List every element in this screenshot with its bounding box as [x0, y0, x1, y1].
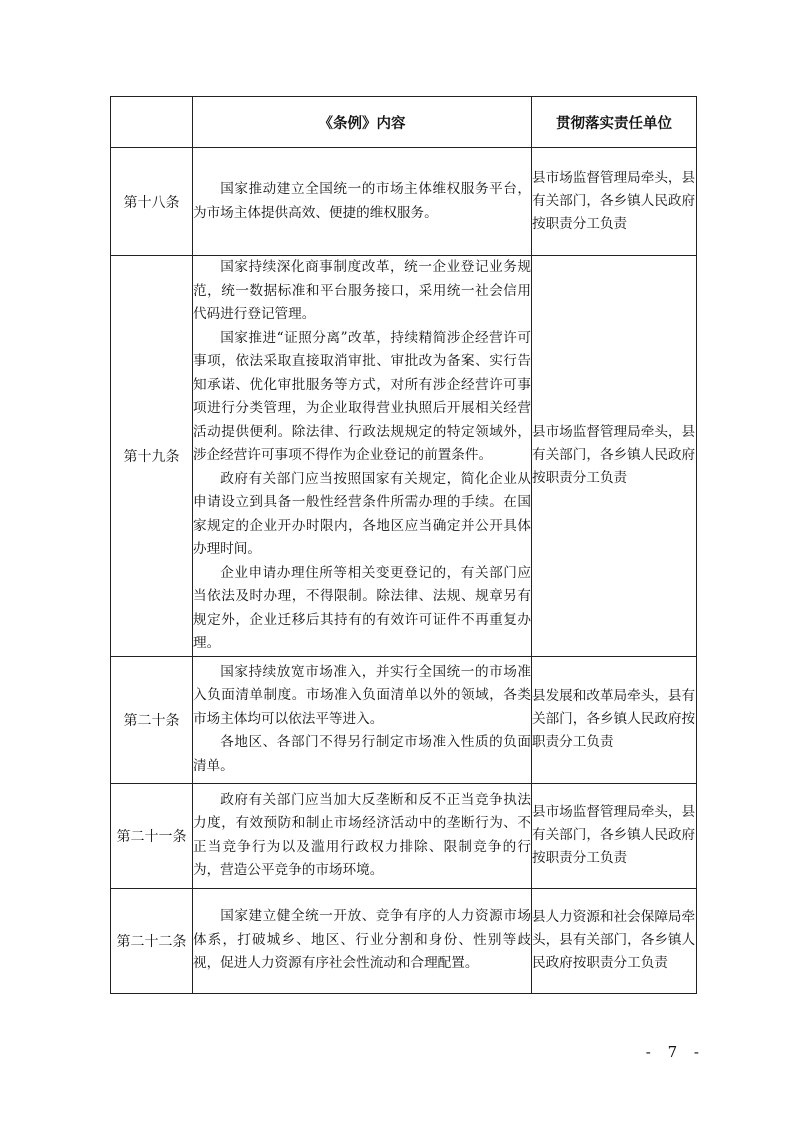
responsible-unit: 县人力资源和社会保障局牵头，县有关部门，各乡镇人民政府按职责分工负责 [532, 888, 697, 993]
responsible-unit: 县发展和改革局牵头，县有关部门，各乡镇人民政府按职责分工负责 [532, 656, 697, 783]
header-blank [111, 97, 193, 148]
table-row [111, 656, 697, 783]
responsible-unit: 县市场监督管理局牵头，县有关部门，各乡镇人民政府按职责分工负责 [532, 148, 697, 256]
content-paragraph: 国家推动建立全国统一的市场主体维权服务平台，为市场主体提供高效、便捷的维权服务。 [193, 181, 531, 221]
content-paragraph: 政府有关部门应当按照国家有关规定，简化企业从申请设立到具备一般性经营条件所需办理的手续。在国家规定的企业开办时限内，各地区应当确定并公开具体办理时间。 [193, 470, 531, 557]
table-row [111, 783, 697, 888]
content-paragraph: 国家建立健全统一开放、竞争有序的人力资源市场体系，打破城乡、地区、行业分割和身份、性别等歧视，促进人力资源有序社会性流动和合理配置。 [193, 908, 531, 972]
table-row [111, 888, 697, 993]
article-number: 第二十一条 [111, 783, 193, 888]
article-number: 第十九条 [111, 256, 193, 657]
article-content [193, 656, 532, 783]
content-paragraph: 国家推进“证照分离”改革，持续精简涉企经营许可事项，依法采取直接取消审批、审批改为备案、实行告知承诺、优化审批服务等方式，对所有涉企经营许可事项进行分类管理，为企业取得营业执照后开展相关经营活动提供便利。除法律、行政法规规定的特定领域外，涉企经营许可事项不得作为企业登记的前置条件。 [193, 329, 531, 463]
responsible-unit: 县市场监督管理局牵头，县有关部门，各乡镇人民政府按职责分工负责 [532, 783, 697, 888]
table-header-row [111, 97, 697, 148]
article-number: 第二十二条 [111, 888, 193, 993]
regulation-table [110, 96, 697, 994]
content-paragraph: 国家持续深化商事制度改革，统一企业登记业务规范，统一数据标准和平台服务接口，采用统一社会信用代码进行登记管理。 [193, 259, 531, 322]
article-content [193, 148, 532, 256]
responsible-unit: 县市场监督管理局牵头，县有关部门，各乡镇人民政府按职责分工负责 [532, 256, 697, 657]
header-responsible: 贯彻落实责任单位 [532, 97, 697, 148]
header-content: 《条例》内容 [193, 97, 532, 148]
article-content [193, 888, 532, 993]
article-number: 第十八条 [111, 148, 193, 256]
content-paragraph: 各地区、各部门不得另行制定市场准入性质的负面清单。 [193, 734, 531, 774]
page-number: - 7 - [645, 1043, 705, 1061]
content-paragraph: 企业申请办理住所等相关变更登记的，有关部门应当依法及时办理，不得限制。除法律、法规、规章另有规定外，企业迁移后其持有的有效许可证件不再重复办理。 [193, 564, 531, 651]
article-content [193, 256, 532, 657]
table-row [111, 148, 697, 256]
article-content [193, 783, 532, 888]
content-paragraph: 国家持续放宽市场准入，并实行全国统一的市场准入负面清单制度。市场准入负面清单以外的领域，各类市场主体均可以依法平等进入。 [193, 663, 531, 727]
article-number: 第二十条 [111, 656, 193, 783]
table-row [111, 256, 697, 657]
content-paragraph: 政府有关部门应当加大反垄断和反不正当竞争执法力度，有效预防和制止市场经济活动中的垄断行为、不正当竞争行为以及滥用行政权力排除、限制竞争的行为，营造公平竞争的市场环境。 [193, 791, 531, 878]
